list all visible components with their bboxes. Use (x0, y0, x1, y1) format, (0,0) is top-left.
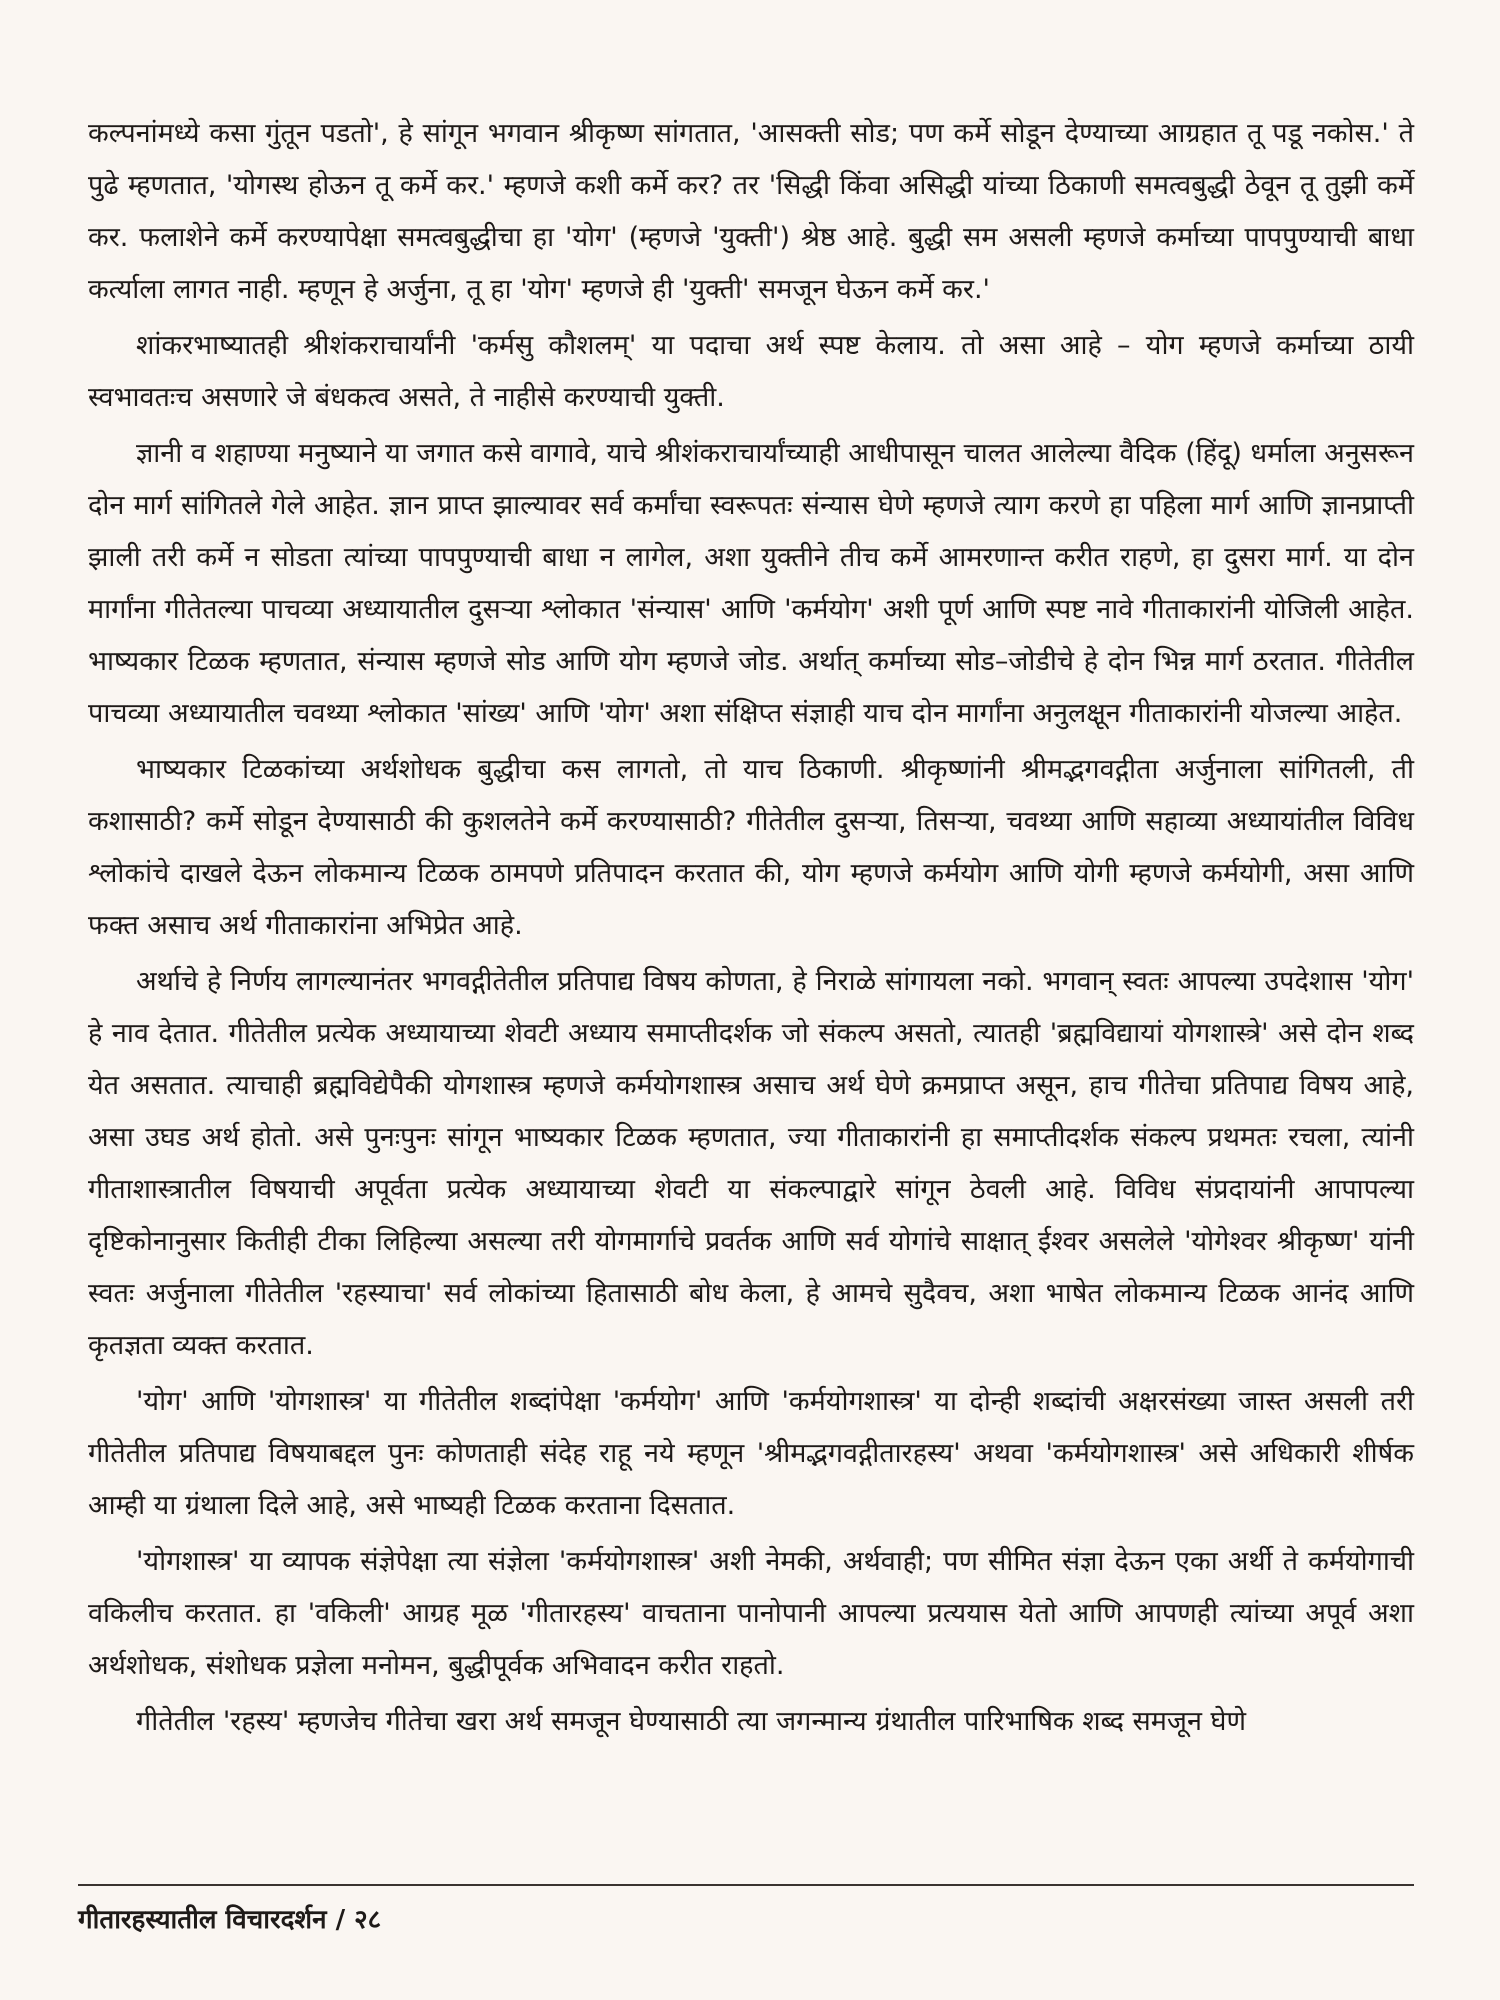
paragraph-5: अर्थाचे हे निर्णय लागल्यानंतर भगवद्गीतेतील प्रतिपाद्य विषय कोणता, हे निराळे सांगायला नको. भगवान् स्वतः आपल्या उपदेशास 'योग' हे नाव देतात. गीतेतील प्रत्येक अध्यायाच्या शेवटी अध्याय समाप्तीदर्शक जो संकल्प असतो, त्यातही 'ब्रह्मविद्यायां योगशास्त्रे' असे दोन शब्द येत असतात. त्याचाही ब्रह्मविद्येपैकी योगशास्त्र म्हणजे कर्मयोगशास्त्र असाच अर्थ घेणे क्रमप्राप्त असून, हाच गीतेचा प्रतिपाद्य विषय आहे, असा उघड अर्थ होतो. असे पुनःपुनः सांगून भाष्यकार टिळक म्हणतात, ज्या गीताकारांनी हा समाप्तीदर्शक संकल्प प्रथमतः रचला, त्यांनी गीताशास्त्रातील विषयाची अपूर्वता प्रत्येक अध्यायाच्या शेवटी या संकल्पाद्वारे सांगून ठेवली आहे. विविध संप्रदायांनी आपापल्या दृष्टिकोनानुसार कितीही टीका लिहिल्या असल्या तरी योगमार्गाचे प्रवर्तक आणि सर्व योगांचे साक्षात् ईश्वर असलेले 'योगेश्वर श्रीकृष्ण' यांनी स्वतः अर्जुनाला गीतेतील 'रहस्याचा' सर्व लोकांच्या हितासाठी बोध केला, हे आमचे सुदैवच, अशा भाषेत लोकमान्य टिळक आनंद आणि कृतज्ञता व्यक्त करतात. (88, 966, 1414, 1361)
paragraph-3: ज्ञानी व शहाण्या मनुष्याने या जगात कसे वागावे, याचे श्रीशंकराचार्यांच्याही आधीपासून चालत आलेल्या वैदिक (हिंदू) धर्माला अनुसरून दोन मार्ग सांगितले गेले आहेत. ज्ञान प्राप्त झाल्यावर सर्व कर्मांचा स्वरूपतः संन्यास घेणे म्हणजे त्याग करणे हा पहिला मार्ग आणि ज्ञानप्राप्ती झाली तरी कर्मे न सोडता त्यांच्या पापपुण्याची बाधा न लागेल, अशा युक्तीने तीच कर्मे आमरणान्त करीत राहणे, हा दुसरा मार्ग. या दोन मार्गांना गीतेतल्या पाचव्या अध्यायातील दुसऱ्या श्लोकात 'संन्यास' आणि 'कर्मयोग' अशी पूर्ण आणि स्पष्ट नावे गीताकारांनी योजिली आहेत. भाष्यकार टिळक म्हणतात, संन्यास म्हणजे सोड आणि योग म्हणजे जोड. अर्थात् कर्माच्या सोड–जोडीचे हे दोन भिन्न मार्ग ठरतात. गीतेतील पाचव्या अध्यायातील चवथ्या श्लोकात 'सांख्य' आणि 'योग' अशा संक्षिप्त संज्ञाही याच दोन मार्गांना अनुलक्षून गीताकारांनी योजल्या आहेत. (88, 438, 1414, 729)
paragraph-6: 'योग' आणि 'योगशास्त्र' या गीतेतील शब्दांपेक्षा 'कर्मयोग' आणि 'कर्मयोगशास्त्र' या दोन्ही शब्दांची अक्षरसंख्या जास्त असली तरी गीतेतील प्रतिपाद्य विषयाबद्दल पुनः कोणताही संदेह राहू नये म्हणून 'श्रीमद्भगवद्गीतारहस्य' अथवा 'कर्मयोगशास्त्र' असे अधिकारी शीर्षक आम्ही या ग्रंथाला दिले आहे, असे भाष्यही टिळक करताना दिसतात. (88, 1386, 1414, 1521)
paragraph-8: गीतेतील 'रहस्य' म्हणजेच गीतेचा खरा अर्थ समजून घेण्यासाठी त्या जगन्मान्य ग्रंथातील पारिभाषिक शब्द समजून घेणे (136, 1706, 1246, 1737)
paragraph-7: 'योगशास्त्र' या व्यापक संज्ञेपेक्षा त्या संज्ञेला 'कर्मयोगशास्त्र' अशी नेमकी, अर्थवाही; पण सीमित संज्ञा देऊन एका अर्थी ते कर्मयोगाची वकिलीच करतात. हा 'वकिली' आग्रह मूळ 'गीतारहस्य' वाचताना पानोपानी आपल्या प्रत्ययास येतो आणि आपणही त्यांच्या अपूर्व अशा अर्थशोधक, संशोधक प्रज्ञेला मनोमन, बुद्धीपूर्वक अभिवादन करीत राहतो. (88, 1546, 1414, 1681)
page-footer: गीतारहस्यातील विचारदर्शन / २८ (78, 1905, 382, 1935)
page-body (88, 108, 1414, 1752)
paragraph-4: भाष्यकार टिळकांच्या अर्थशोधक बुद्धीचा कस लागतो, तो याच ठिकाणी. श्रीकृष्णांनी श्रीमद्भगवद्गीता अर्जुनाला सांगितली, ती कशासाठी? कर्मे सोडून देण्यासाठी की कुशलतेने कर्मे करण्यासाठी? गीतेतील दुसऱ्या, तिसऱ्या, चवथ्या आणि सहाव्या अध्यायांतील विविध श्लोकांचे दाखले देऊन लोकमान्य टिळक ठामपणे प्रतिपादन करतात की, योग म्हणजे कर्मयोग आणि योगी म्हणजे कर्मयोगी, असा आणि फक्त असाच अर्थ गीताकारांना अभिप्रेत आहे. (88, 754, 1414, 941)
paragraph-2: शांकरभाष्यातही श्रीशंकराचार्यांनी 'कर्मसु कौशलम्' या पदाचा अर्थ स्पष्ट केलाय. तो असा आहे – योग म्हणजे कर्माच्या ठायी स्वभावतःच असणारे जे बंधकत्व असते, ते नाहीसे करण्याची युक्ती. (88, 330, 1414, 413)
paragraph-1: कल्पनांमध्ये कसा गुंतून पडतो', हे सांगून भगवान श्रीकृष्ण सांगतात, 'आसक्ती सोड; पण कर्मे सोडून देण्याच्या आग्रहात तू पडू नकोस.' ते पुढे म्हणतात, 'योगस्थ होऊन तू कर्मे कर.' म्हणजे कशी कर्मे कर? तर 'सिद्धी किंवा असिद्धी यांच्या ठिकाणी समत्वबुद्धी ठेवून तू तुझी कर्मे कर. फलाशेने कर्मे करण्यापेक्षा समत्वबुद्धीचा हा 'योग' (म्हणजे 'युक्ती') श्रेष्ठ आहे. बुद्धी सम असली म्हणजे कर्माच्या पापपुण्याची बाधा कर्त्याला लागत नाही. म्हणून हे अर्जुना, तू हा 'योग' म्हणजे ही 'युक्ती' समजून घेऊन कर्मे कर.' (88, 118, 1414, 305)
footer-divider (78, 1884, 1414, 1886)
